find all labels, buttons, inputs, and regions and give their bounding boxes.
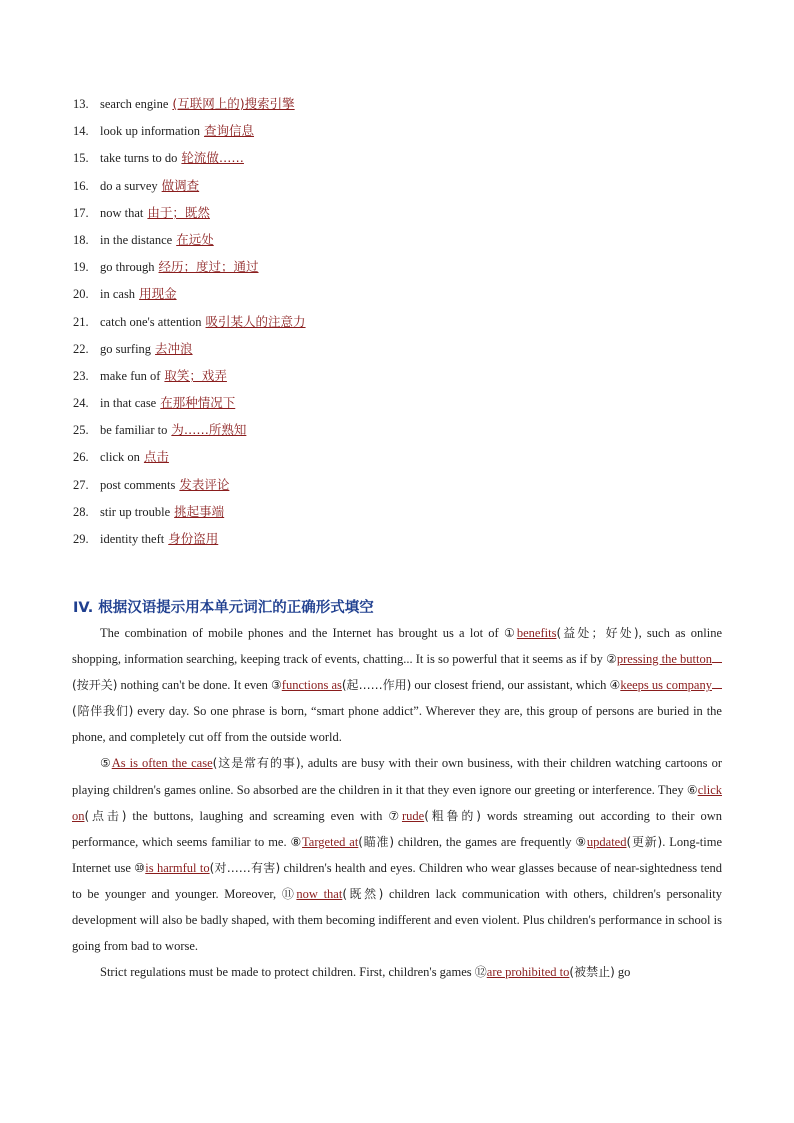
- text: , adults are busy with their own business, with their children watching cartoons or playing children's games online. So absorbed are the children in it that they even ignore our greeting or interference. They: [72, 756, 722, 797]
- text: go: [614, 965, 631, 980]
- blank-answer: now that: [296, 886, 343, 901]
- text: our closest friend, our assistant, which: [411, 678, 610, 693]
- blank-marker: ⑩: [134, 860, 146, 875]
- item-number: 24.: [73, 396, 89, 411]
- chinese-answer: (互联网上的)搜索引擎: [172, 96, 295, 111]
- chinese-answer: 经历；度过；通过: [158, 259, 259, 275]
- list-item: [73, 148, 753, 175]
- blank-hint: (按开关): [72, 678, 118, 693]
- english-phrase: in that case: [100, 396, 157, 411]
- blank-hint: (被禁止): [569, 965, 615, 980]
- list-item: [73, 420, 753, 447]
- list-item: [73, 447, 753, 474]
- item-number: 14.: [73, 124, 89, 139]
- text: Strict regulations must be made to protect children. First, children's games: [100, 965, 475, 980]
- text: words streaming out according to their own performance, which seems familiar to me.: [72, 808, 722, 849]
- chinese-answer: 点击: [143, 449, 169, 465]
- blank-marker: ⑫: [474, 965, 487, 980]
- english-phrase: do a survey: [100, 178, 158, 193]
- item-number: 20.: [73, 287, 89, 302]
- english-phrase: click on: [100, 450, 140, 465]
- item-number: 21.: [73, 314, 89, 329]
- chinese-answer: 用现金: [139, 286, 177, 302]
- item-number: 22.: [73, 341, 89, 356]
- text: children, the games are frequently: [394, 834, 576, 849]
- blank-hint: (粗鲁的): [424, 808, 481, 823]
- item-number: 19.: [73, 260, 89, 275]
- english-phrase: make fun of: [100, 368, 161, 383]
- item-number: 15.: [73, 151, 89, 166]
- item-number: 27.: [73, 477, 89, 492]
- chinese-answer: 由于；既然: [147, 204, 210, 220]
- english-phrase: post comments: [100, 477, 176, 492]
- chinese-answer: 在那种情况下: [160, 395, 236, 411]
- english-phrase: go surfing: [100, 341, 152, 356]
- blank-answer: keeps us company: [620, 678, 712, 693]
- blank-marker: ⑪: [281, 886, 297, 901]
- vocab-list: [73, 94, 753, 556]
- paragraph-1: [72, 620, 722, 750]
- english-phrase: search engine: [100, 97, 169, 111]
- list-item: [73, 502, 753, 529]
- blank-hint: (益处；好处): [556, 626, 639, 640]
- blank-hint: (瞄准): [358, 834, 395, 849]
- list-item: [73, 475, 753, 502]
- paragraph-3: [72, 959, 722, 985]
- blank-answer: pressing the button: [616, 652, 713, 667]
- blank-marker: ⑥: [686, 782, 698, 797]
- item-number: 23.: [73, 368, 89, 383]
- text: children's health and eyes. Children who wear glasses because of near-sightedness tend to be younger and younger. Moreover,: [72, 860, 722, 901]
- english-phrase: be familiar to: [100, 423, 168, 438]
- blank-hint: (这是常有的事): [212, 756, 301, 771]
- item-number: 17.: [73, 205, 89, 220]
- blank-underline: [712, 676, 722, 689]
- chinese-answer: 轮流做……: [181, 150, 244, 166]
- text: . Long-time Internet use: [72, 834, 722, 875]
- item-number: 28.: [73, 504, 89, 519]
- text: the buttons, laughing and screaming even with: [126, 808, 389, 823]
- blank-hint: (既然): [342, 886, 384, 901]
- blank-hint: (点击): [84, 808, 127, 823]
- blank-answer: is harmful to: [145, 860, 210, 875]
- chinese-answer: 发表评论: [179, 476, 230, 492]
- english-phrase: take turns to do: [100, 151, 178, 166]
- blank-underline: [712, 650, 722, 663]
- text: , such as online shopping, information searching, keeping track of events, chatting... It is so powerful that it seems as if by: [72, 626, 723, 667]
- list-item: [73, 176, 753, 203]
- text: The combination of mobile phones and the Internet has brought us a lot of: [100, 626, 504, 640]
- blank-answer: are prohibited to: [486, 965, 570, 980]
- chinese-answer: 查询信息: [204, 123, 255, 139]
- blank-answer: click on: [72, 782, 722, 823]
- list-item: [73, 257, 753, 284]
- blank-answer: benefits: [516, 626, 557, 640]
- blank-marker: ⑨: [575, 834, 587, 849]
- blank-answer: functions as: [281, 678, 342, 693]
- text: nothing can't be done. It even: [117, 678, 272, 693]
- blank-marker: ⑦: [388, 808, 402, 823]
- blank-hint: (对……有害): [209, 860, 281, 875]
- blank-marker: ⑧: [290, 834, 303, 849]
- item-number: 13.: [73, 97, 89, 111]
- list-item: [73, 529, 753, 556]
- blank-answer: As is often the case: [111, 756, 213, 771]
- paragraph-2: [72, 750, 722, 959]
- chinese-answer: 挑起事端: [174, 503, 225, 519]
- section-title: IV. 根据汉语提示用本单元词汇的正确形式填空: [73, 600, 374, 616]
- blank-marker: ④: [609, 678, 621, 693]
- list-item: [73, 393, 753, 420]
- blank-marker: ②: [606, 652, 617, 667]
- english-phrase: now that: [100, 205, 144, 220]
- english-phrase: in the distance: [100, 232, 173, 247]
- passage: [72, 620, 722, 985]
- chinese-answer: 取笑；戏弄: [164, 367, 227, 383]
- english-phrase: stir up trouble: [100, 504, 171, 519]
- chinese-answer: 去冲浪: [155, 340, 193, 356]
- chinese-answer: 做调查: [161, 177, 200, 193]
- blank-hint: (起……作用): [341, 678, 412, 693]
- english-phrase: catch one's attention: [100, 314, 202, 329]
- item-number: 16.: [73, 178, 89, 193]
- blank-marker: ⑤: [100, 756, 112, 771]
- text: every day. So one phrase is born, “smart phone addict”. Wherever they are, this group of persons are buried in the phone, and completely cut off from the outside world.: [72, 704, 722, 745]
- item-number: 26.: [73, 450, 89, 465]
- list-item: [73, 203, 753, 230]
- blank-marker: ③: [271, 678, 282, 693]
- item-number: 29.: [73, 532, 89, 546]
- blank-marker: ①: [503, 626, 517, 640]
- list-item: [73, 339, 753, 366]
- english-phrase: look up information: [100, 124, 200, 139]
- blank-hint: (更新): [626, 834, 663, 849]
- text: children lack communication with others, children's personality development will also be badly shaped, with them becoming indifferent and even violent. Plus children's performance in school is going from bad to worse.: [72, 886, 722, 954]
- english-phrase: in cash: [100, 287, 136, 302]
- item-number: 18.: [73, 232, 89, 247]
- item-number: 25.: [73, 423, 89, 438]
- chinese-answer: 在远处: [176, 231, 214, 247]
- blank-answer: Targeted at: [302, 834, 359, 849]
- blank-hint: (陪伴我们): [72, 704, 134, 719]
- english-phrase: identity theft: [100, 532, 165, 546]
- list-item: [73, 121, 753, 148]
- list-item: [73, 94, 753, 121]
- list-item: [73, 230, 753, 257]
- blank-answer: updated: [586, 834, 627, 849]
- chinese-answer: 吸引某人的注意力: [205, 313, 306, 329]
- chinese-answer: 身份盗用: [168, 531, 219, 546]
- chinese-answer: 为……所熟知: [171, 422, 247, 438]
- blank-answer: rude: [401, 808, 425, 823]
- english-phrase: go through: [100, 260, 155, 275]
- list-item: [73, 366, 753, 393]
- list-item: [73, 284, 753, 311]
- list-item: [73, 312, 753, 339]
